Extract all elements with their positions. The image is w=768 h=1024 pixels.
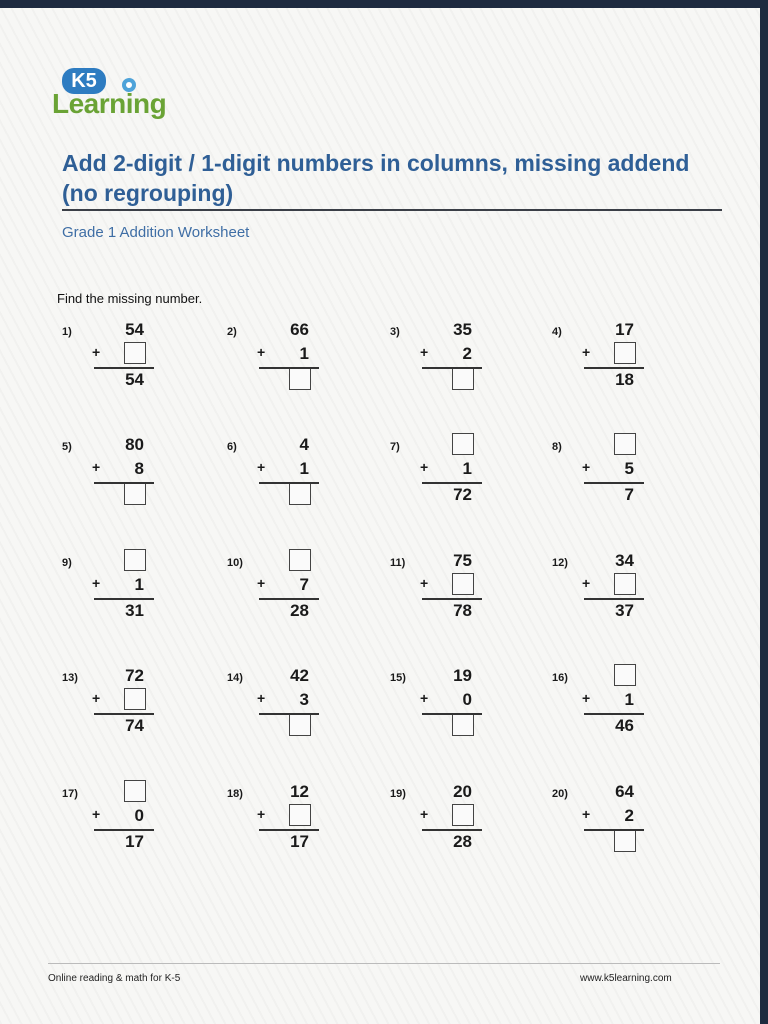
problem-second-addend-row [580,573,644,595]
problem-second-addend-row [255,804,319,826]
plus-sign: + [92,806,101,822]
problem-number: 14) [227,672,243,684]
footer-url: www.k5learning.com [580,973,672,984]
problem-sum-row [255,368,319,390]
problem-second-addend-row [418,804,482,826]
sum-underline [259,829,319,831]
plus-sign: + [420,575,429,591]
sum-underline [584,829,644,831]
addend-value: 72 [125,666,144,685]
problem-number: 17) [62,788,78,800]
problem-first-addend-row [255,664,319,686]
addition-problem [62,557,172,657]
plus-sign: + [257,690,266,706]
sum-value: 28 [453,832,472,851]
problem-first-addend-row [418,318,482,340]
answer-box[interactable] [452,714,474,736]
problem-second-addend-row [90,688,154,710]
sum-value: 46 [615,716,634,735]
addend-value: 42 [290,666,309,685]
addend-value: 20 [453,782,472,801]
answer-box[interactable] [614,342,636,364]
problem-sum-row [255,714,319,736]
problem-second-addend-row [418,457,482,479]
problem-number: 5) [62,441,72,453]
addition-problem [62,435,172,541]
problem-first-addend-row [90,780,154,802]
plus-sign: + [92,459,101,475]
plus-sign: + [257,806,266,822]
problem-second-addend-row [90,573,154,595]
sum-underline [584,367,644,369]
problem-number: 1) [62,326,72,338]
answer-box[interactable] [452,368,474,390]
addend-value: 1 [299,459,309,478]
problem-first-addend-row [418,549,482,571]
problem-second-addend-row [418,342,482,364]
answer-box[interactable] [124,483,146,505]
addition-problem [62,320,172,426]
sum-value: 7 [624,485,634,504]
problem-number: 9) [62,557,72,569]
addition-problem [227,666,337,772]
addend-value: 12 [290,782,309,801]
problem-second-addend-row [418,688,482,710]
sum-underline [94,598,154,600]
problem-sum-row [418,483,482,505]
problem-first-addend-row [580,549,644,571]
answer-box[interactable] [614,664,636,686]
answer-box[interactable] [289,483,311,505]
problem-sum-row [255,599,319,621]
problem-second-addend-row [90,342,154,364]
sum-value: 78 [453,601,472,620]
instruction-text: Find the missing number. [57,291,203,306]
problem-second-addend-row [580,804,644,826]
problem-number: 10) [227,557,243,569]
footer-tagline: Online reading & math for K-5 [48,973,181,984]
worksheet-page [0,8,760,1024]
sum-underline [422,598,482,600]
sum-value: 31 [125,601,144,620]
sum-value: 37 [615,601,634,620]
sum-value: 74 [125,716,144,735]
answer-box[interactable] [614,573,636,595]
worksheet-title: Add 2-digit / 1-digit numbers in columns, missing addend (no regrouping) [62,150,690,206]
plus-sign: + [582,344,591,360]
problem-first-addend-row [255,318,319,340]
answer-box[interactable] [452,804,474,826]
addend-value: 7 [299,575,309,594]
addend-value: 17 [615,320,634,339]
plus-sign: + [257,344,266,360]
addition-problem [390,782,500,888]
sum-value: 72 [453,485,472,504]
problem-number: 19) [390,788,406,800]
problem-number: 3) [390,326,400,338]
problem-sum-row [255,483,319,505]
problem-number: 12) [552,557,568,569]
sum-value: 54 [125,370,144,389]
sum-underline [584,713,644,715]
problem-first-addend-row [418,664,482,686]
addition-problem [552,672,662,772]
sum-value: 17 [290,832,309,851]
problem-first-addend-row [255,549,319,571]
plus-sign: + [257,575,266,591]
problem-second-addend-row [580,457,644,479]
logo-wordmark: Learning [52,88,167,119]
sum-underline [94,713,154,715]
plus-sign: + [92,690,101,706]
answer-box[interactable] [452,573,474,595]
problem-number: 11) [390,557,406,569]
plus-sign: + [92,575,101,591]
problem-number: 18) [227,788,243,800]
addition-problem [552,782,662,888]
answer-box[interactable] [289,549,311,571]
problem-sum-row [90,830,154,852]
plus-sign: + [257,459,266,475]
sum-underline [94,482,154,484]
plus-sign: + [420,459,429,475]
sum-underline [584,482,644,484]
problem-first-addend-row [255,433,319,455]
problem-first-addend-row [418,433,482,455]
problem-number: 15) [390,672,406,684]
problem-number: 16) [552,672,568,684]
plus-sign: + [582,806,591,822]
problem-sum-row [580,368,644,390]
addend-value: 34 [615,551,634,570]
plus-sign: + [420,806,429,822]
sum-value: 18 [615,370,634,389]
problem-first-addend-row [418,780,482,802]
addend-value: 1 [624,690,634,709]
problem-number: 8) [552,441,562,453]
addition-problem [62,666,172,772]
sum-underline [422,482,482,484]
plus-sign: + [92,344,101,360]
title-divider [62,209,722,211]
problem-sum-row [418,368,482,390]
sum-underline [422,829,482,831]
plus-sign: + [582,459,591,475]
addend-value: 64 [615,782,634,801]
addition-problem [552,551,662,657]
problem-sum-row [580,483,644,505]
addend-value: 0 [134,806,144,825]
problem-sum-row [255,830,319,852]
addend-value: 8 [134,459,144,478]
problem-sum-row [90,599,154,621]
problem-first-addend-row [90,664,154,686]
plus-sign: + [420,344,429,360]
addition-problem [227,782,337,888]
addend-value: 5 [624,459,634,478]
addend-value: 66 [290,320,309,339]
problem-first-addend-row [580,433,644,455]
sum-value: 17 [125,832,144,851]
problem-number: 20) [552,788,568,800]
problem-first-addend-row [90,433,154,455]
problem-second-addend-row [90,457,154,479]
problem-second-addend-row [255,688,319,710]
footer-divider [48,963,720,964]
sum-underline [422,713,482,715]
addition-problem [390,320,500,426]
addition-problem [390,551,500,657]
addend-value: 75 [453,551,472,570]
problem-number: 4) [552,326,562,338]
sum-underline [259,482,319,484]
addition-problem [552,441,662,541]
problem-sum-row [418,830,482,852]
k5-learning-logo [52,64,202,126]
problem-sum-row [580,830,644,852]
answer-box[interactable] [614,830,636,852]
problem-sum-row [90,483,154,505]
problem-sum-row [90,714,154,736]
addend-value: 4 [299,435,309,454]
addend-value: 54 [125,320,144,339]
worksheet-subtitle: Grade 1 Addition Worksheet [62,224,250,241]
sum-underline [94,367,154,369]
problem-first-addend-row [255,780,319,802]
addend-value: 80 [125,435,144,454]
problem-second-addend-row [418,573,482,595]
answer-box[interactable] [124,688,146,710]
addend-value: 0 [462,690,472,709]
plus-sign: + [582,690,591,706]
sum-value: 28 [290,601,309,620]
sum-underline [584,598,644,600]
addition-problem [227,320,337,426]
answer-box[interactable] [614,433,636,455]
problem-second-addend-row [255,457,319,479]
addend-value: 19 [453,666,472,685]
logo-badge: K5 [62,68,106,94]
problem-second-addend-row [255,573,319,595]
addend-value: 2 [462,344,472,363]
answer-box[interactable] [289,804,311,826]
addend-value: 2 [624,806,634,825]
problem-sum-row [580,714,644,736]
plus-sign: + [582,575,591,591]
addend-value: 1 [462,459,472,478]
problem-second-addend-row [580,688,644,710]
answer-box[interactable] [124,780,146,802]
problem-first-addend-row [580,664,644,686]
problem-number: 2) [227,326,237,338]
problem-number: 6) [227,441,237,453]
addition-problem [62,788,172,888]
addition-problem [390,441,500,541]
answer-box[interactable] [124,342,146,364]
problem-sum-row [418,599,482,621]
addition-problem [390,666,500,772]
addend-value: 35 [453,320,472,339]
problem-second-addend-row [90,804,154,826]
problem-number: 13) [62,672,78,684]
addition-problem [227,557,337,657]
sum-underline [259,713,319,715]
addition-problem [552,320,662,426]
sum-underline [422,367,482,369]
problem-sum-row [418,714,482,736]
sum-underline [94,829,154,831]
problem-second-addend-row [255,342,319,364]
addend-value: 1 [134,575,144,594]
addend-value: 3 [299,690,309,709]
problem-first-addend-row [90,549,154,571]
problem-first-addend-row [580,318,644,340]
plus-sign: + [420,690,429,706]
addition-problem [227,435,337,541]
sum-underline [259,598,319,600]
sum-underline [259,367,319,369]
problem-sum-row [580,599,644,621]
problem-number: 7) [390,441,400,453]
addend-value: 1 [299,344,309,363]
problem-first-addend-row [580,780,644,802]
answer-box[interactable] [452,433,474,455]
answer-box[interactable] [289,368,311,390]
answer-box[interactable] [289,714,311,736]
problem-sum-row [90,368,154,390]
problem-first-addend-row [90,318,154,340]
answer-box[interactable] [124,549,146,571]
problem-second-addend-row [580,342,644,364]
